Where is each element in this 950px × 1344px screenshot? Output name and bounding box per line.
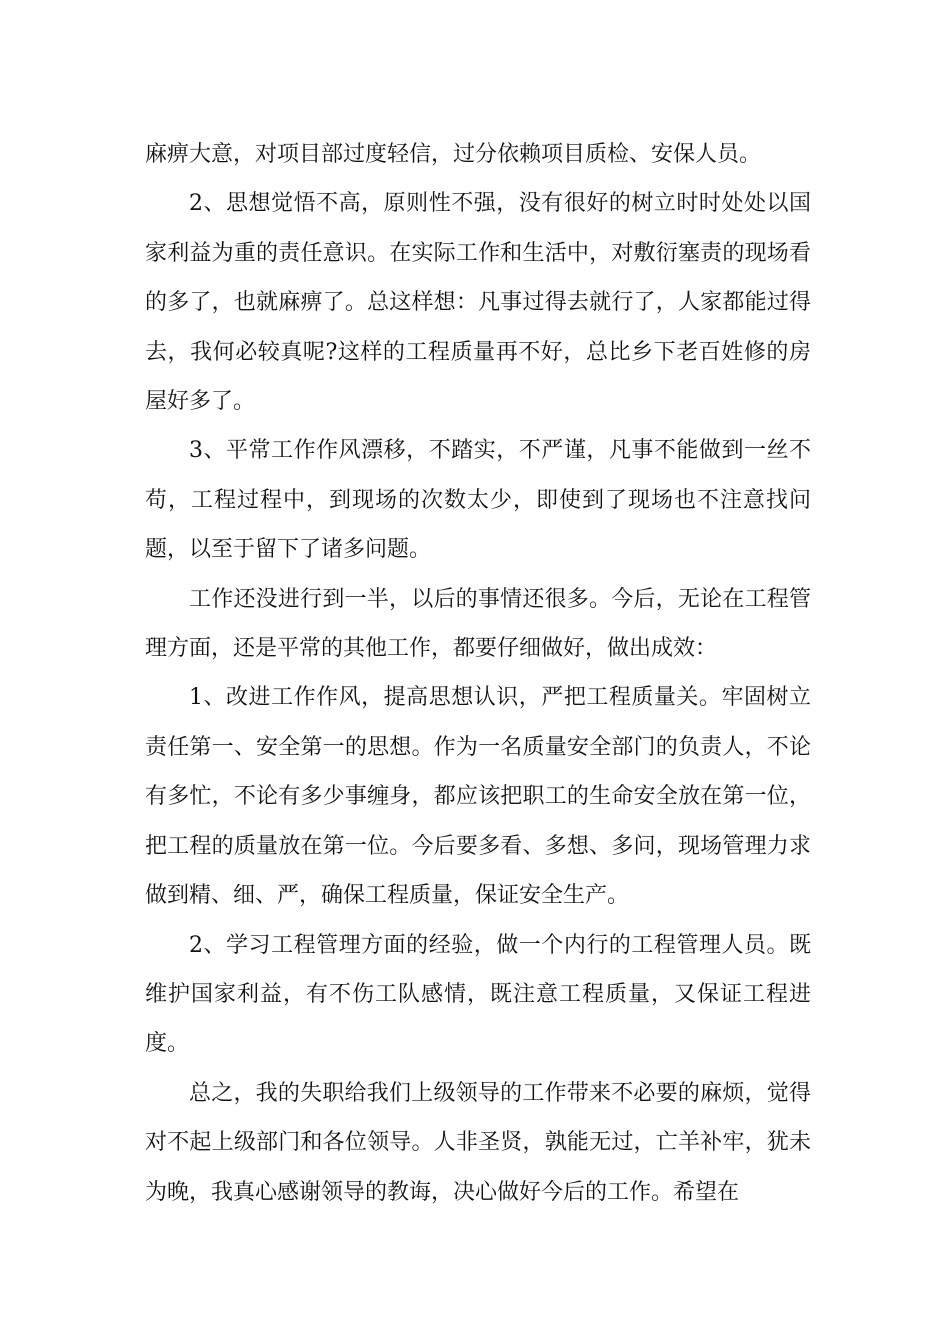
paragraph-continuation: 麻痹大意，对项目部过度轻信，过分依赖项目质检、安保人员。 [145, 142, 762, 167]
paragraph-measure-2: 2、学习工程管理方面的经验，做一个内行的工程管理人员。既维护国家利益，有不伤工队感情，既注意工程质量，又保证工程进度。 [145, 932, 811, 1057]
paragraph-point-2-awareness: 2、思想觉悟不高，原则性不强，没有很好的树立时时处处以国家利益为重的责任意识。在实际工作和生活中，对敷衍塞责的现场看的多了，也就麻痹了。总这样想：凡事过得去就行了，人家都能过得去，我何必较真呢?这样的工程质量再不好，总比乡下老百姓修的房屋好多了。 [145, 191, 811, 415]
paragraph-conclusion: 总之，我的失职给我们上级领导的工作带来不必要的麻烦，觉得对不起上级部门和各位领导。人非圣贤，孰能无过，亡羊补牢，犹未为晚，我真心感谢领导的教诲，决心做好今后的工作。希望在 [145, 1080, 811, 1205]
paragraph-point-3-work-style: 3、平常工作作风漂移，不踏实，不严谨，凡事不能做到一丝不苟，工程过程中，到现场的次数太少，即使到了现场也不注意找问题，以至于留下了诸多问题。 [145, 438, 811, 563]
paragraph-future-work: 工作还没进行到一半，以后的事情还很多。今后，无论在工程管理方面，还是平常的其他工作，都要仔细做好，做出成效： [145, 586, 811, 662]
paragraph-measure-1: 1、改进工作作风，提高思想认识，严把工程质量关。牢固树立责任第一、安全第一的思想。作为一名质量安全部门的负责人，不论有多忙，不论有多少事缠身，都应该把职工的生命安全放在第一位，把工程的质量放在第一位。今后要多看、多想、多问，现场管理力求做到精、细、严，确保工程质量，保证安全生产。 [145, 685, 811, 909]
document-body [145, 130, 811, 1217]
